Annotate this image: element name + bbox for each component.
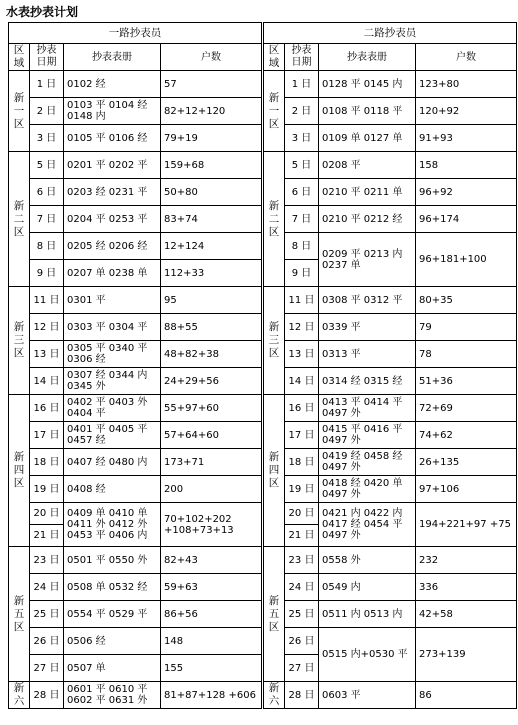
date-cell: 5 日 [285,152,319,179]
book-cell: 0210 平 0212 经 [319,206,416,233]
date-cell: 7 日 [285,206,319,233]
header-date: 抄表日期 [285,44,319,71]
book-cell: 0105 平 0106 经 [64,125,161,152]
count-cell: 91+93 [416,125,517,152]
count-cell: 80+35 [416,287,517,314]
header-book: 抄表表册 [319,44,416,71]
count-cell: 26+135 [416,449,517,476]
area-cell: 新五区 [9,547,30,682]
book-cell: 0506 经 [64,628,161,655]
date-cell: 6 日 [30,179,64,206]
count-cell: 155 [161,655,262,682]
date-cell: 19 日 [30,476,64,503]
book-cell: 0210 平 0211 单 [319,179,416,206]
date-cell: 9 日 [285,260,319,287]
count-cell: 200 [161,476,262,503]
header-households: 户数 [416,44,517,71]
count-cell: 42+58 [416,601,517,628]
book-cell: 0201 平 0202 平 [64,152,161,179]
area-cell: 新六 [9,682,30,709]
book-cell: 0308 平 0312 平 [319,287,416,314]
area-cell: 新六 [264,682,285,709]
count-cell: 50+80 [161,179,262,206]
header-book: 抄表表册 [64,44,161,71]
book-cell: 0603 平 [319,682,416,709]
count-cell: 173+71 [161,449,262,476]
count-cell: 112+33 [161,260,262,287]
group-title: 一路抄表员 [9,23,262,44]
date-cell: 27 日 [30,655,64,682]
area-cell: 新五区 [264,547,285,682]
count-cell: 55+97+60 [161,395,262,422]
book-cell: 0508 单 0532 经 [64,574,161,601]
book-cell: 0549 内 [319,574,416,601]
count-cell: 57 [161,71,262,98]
date-cell: 3 日 [285,125,319,152]
count-cell: 120+92 [416,98,517,125]
book-cell: 0307 经 0344 内 0345 外 [64,368,161,395]
book-cell: 0554 平 0529 平 [64,601,161,628]
book-cell: 0419 经 0458 经 0497 外 [319,449,416,476]
book-cell: 0207 单 0238 单 [64,260,161,287]
count-cell: 83+74 [161,206,262,233]
book-cell: 0339 平 [319,314,416,341]
header-date: 抄表日期 [30,44,64,71]
count-cell: 159+68 [161,152,262,179]
book-cell: 0205 经 0206 经 [64,233,161,260]
date-cell: 25 日 [285,601,319,628]
date-cell: 8 日 [30,233,64,260]
book-cell: 0108 平 0118 平 [319,98,416,125]
book-cell: 0415 平 0416 平 0497 外 [319,422,416,449]
count-cell: 72+69 [416,395,517,422]
count-cell: 82+43 [161,547,262,574]
count-cell: 194+221+97 +75 [416,503,517,547]
count-cell: 336 [416,574,517,601]
count-cell: 48+82+38 [161,341,262,368]
left-schedule-table [8,22,261,709]
date-cell: 21 日 [285,525,319,547]
page-title: 水表抄表计划 [6,5,79,19]
book-cell: 0209 平 0213 内 0237 单 [319,233,416,287]
area-cell: 新二区 [264,152,285,287]
count-cell: 79 [416,314,517,341]
date-cell: 21 日 [30,525,64,547]
area-cell: 新四区 [264,395,285,547]
date-cell: 7 日 [30,206,64,233]
date-cell: 16 日 [30,395,64,422]
count-cell: 95 [161,287,262,314]
date-cell: 6 日 [285,179,319,206]
date-cell: 26 日 [285,628,319,655]
book-cell: 0204 平 0253 平 [64,206,161,233]
group-title: 二路抄表员 [264,23,517,44]
book-cell: 0601 平 0610 平 0602 平 0631 外 [64,682,161,709]
area-cell: 新一区 [9,71,30,152]
book-cell: 0507 单 [64,655,161,682]
date-cell: 13 日 [285,341,319,368]
book-cell: 0407 经 0480 内 [64,449,161,476]
date-cell: 2 日 [30,98,64,125]
book-cell: 0203 经 0231 平 [64,179,161,206]
date-cell: 24 日 [30,574,64,601]
book-cell: 0558 外 [319,547,416,574]
date-cell: 23 日 [30,547,64,574]
count-cell: 81+87+128 +606 [161,682,262,709]
book-cell: 0305 平 0340 平 0306 经 [64,341,161,368]
book-cell: 0515 内+0530 平 [319,628,416,682]
book-cell: 0421 内 0422 内 0417 经 0454 平 0497 外 [319,503,416,547]
count-cell: 97+106 [416,476,517,503]
count-cell: 232 [416,547,517,574]
date-cell: 17 日 [285,422,319,449]
book-cell: 0303 平 0304 平 [64,314,161,341]
book-cell: 0501 平 0550 外 [64,547,161,574]
date-cell: 12 日 [285,314,319,341]
date-cell: 20 日 [30,503,64,525]
date-cell: 20 日 [285,503,319,525]
count-cell: 96+174 [416,206,517,233]
date-cell: 8 日 [285,233,319,260]
book-cell: 0102 经 [64,71,161,98]
book-cell: 0109 单 0127 单 [319,125,416,152]
date-cell: 14 日 [30,368,64,395]
date-cell: 27 日 [285,655,319,682]
date-cell: 19 日 [285,476,319,503]
count-cell: 123+80 [416,71,517,98]
date-cell: 2 日 [285,98,319,125]
count-cell: 79+19 [161,125,262,152]
book-cell: 0103 平 0104 经 0148 内 [64,98,161,125]
header-area: 区域 [9,44,30,71]
header-households: 户数 [161,44,262,71]
date-cell: 16 日 [285,395,319,422]
count-cell: 24+29+56 [161,368,262,395]
date-cell: 17 日 [30,422,64,449]
date-cell: 11 日 [30,287,64,314]
count-cell: 158 [416,152,517,179]
book-cell: 0408 经 [64,476,161,503]
book-cell: 0402 平 0403 外 0404 平 [64,395,161,422]
date-cell: 23 日 [285,547,319,574]
date-cell: 11 日 [285,287,319,314]
count-cell: 57+64+60 [161,422,262,449]
book-cell: 0511 内 0513 内 [319,601,416,628]
date-cell: 25 日 [30,601,64,628]
date-cell: 28 日 [285,682,319,709]
count-cell: 88+55 [161,314,262,341]
book-cell: 0128 平 0145 内 [319,71,416,98]
area-cell: 新二区 [9,152,30,287]
book-cell: 0409 单 0410 单 0411 外 0412 外 0453 平 0406 内 [64,503,161,547]
date-cell: 9 日 [30,260,64,287]
book-cell: 0313 平 [319,341,416,368]
count-cell: 273+139 [416,628,517,682]
date-cell: 14 日 [285,368,319,395]
date-cell: 18 日 [285,449,319,476]
area-cell: 新四区 [9,395,30,547]
count-cell: 96+181+100 [416,233,517,287]
date-cell: 28 日 [30,682,64,709]
count-cell: 70+102+202 +108+73+13 [161,503,262,547]
date-cell: 26 日 [30,628,64,655]
date-cell: 5 日 [30,152,64,179]
right-schedule-table [263,22,516,709]
date-cell: 12 日 [30,314,64,341]
count-cell: 74+62 [416,422,517,449]
date-cell: 3 日 [30,125,64,152]
area-cell: 新三区 [264,287,285,395]
book-cell: 0301 平 [64,287,161,314]
header-area: 区域 [264,44,285,71]
count-cell: 148 [161,628,262,655]
count-cell: 12+124 [161,233,262,260]
count-cell: 51+36 [416,368,517,395]
count-cell: 96+92 [416,179,517,206]
count-cell: 59+63 [161,574,262,601]
count-cell: 82+12+120 [161,98,262,125]
area-cell: 新一区 [264,71,285,152]
date-cell: 18 日 [30,449,64,476]
date-cell: 1 日 [285,71,319,98]
count-cell: 86+56 [161,601,262,628]
book-cell: 0208 平 [319,152,416,179]
area-cell: 新三区 [9,287,30,395]
count-cell: 78 [416,341,517,368]
date-cell: 1 日 [30,71,64,98]
date-cell: 13 日 [30,341,64,368]
book-cell: 0418 经 0420 单 0497 外 [319,476,416,503]
book-cell: 0314 经 0315 经 [319,368,416,395]
count-cell: 86 [416,682,517,709]
book-cell: 0401 平 0405 平 0457 经 [64,422,161,449]
date-cell: 24 日 [285,574,319,601]
book-cell: 0413 平 0414 平 0497 外 [319,395,416,422]
